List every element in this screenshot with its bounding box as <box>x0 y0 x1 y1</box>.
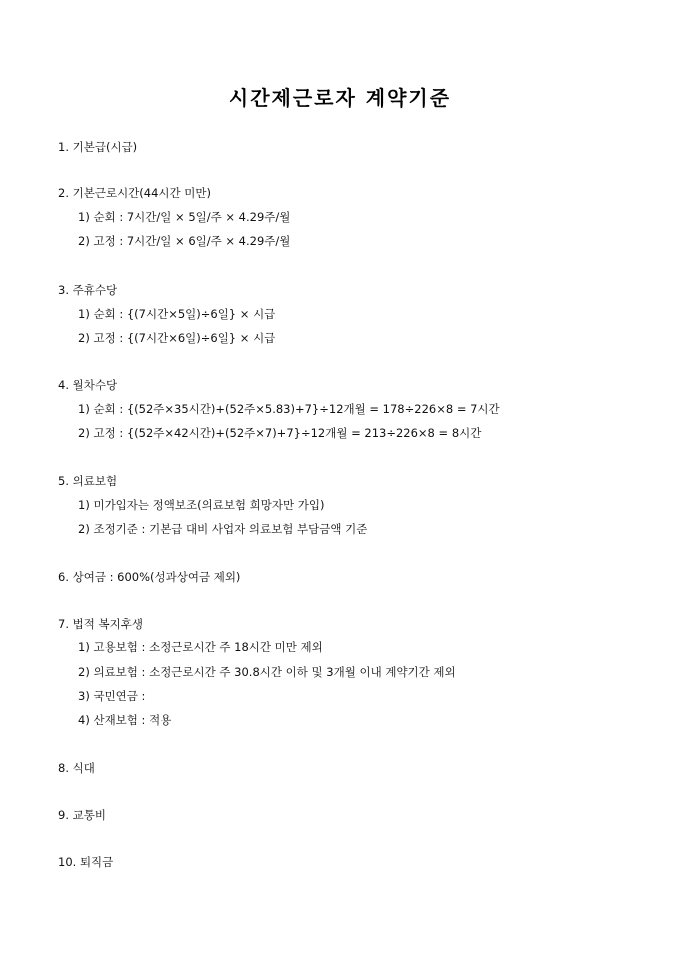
section-item: 1) 순회 : {(52주×35시간)+(52주×5.83)+7}÷12개월 = 178÷226×8 = 7시간 <box>78 402 500 416</box>
section-item: 2) 고정 : {(52주×42시간)+(52주×7)+7}÷12개월 = 213÷226×8 = 8시간 <box>78 426 482 440</box>
section-heading: 4. 월차수당 <box>58 378 118 392</box>
section-item: 3) 국민연금 : <box>78 689 146 703</box>
section-item: 1) 미가입자는 정액보조(의료보험 희망자만 가입) <box>78 498 325 512</box>
section-item: 1) 순회 : 7시간/일 × 5일/주 × 4.29주/월 <box>78 210 291 224</box>
section-item: 2) 고정 : {(7시간×6일)÷6일} × 시급 <box>78 331 276 345</box>
section-heading: 3. 주휴수당 <box>58 283 118 297</box>
section-heading: 10. 퇴직금 <box>58 855 114 869</box>
section-heading: 1. 기본급(시급) <box>58 140 138 154</box>
section-heading: 5. 의료보험 <box>58 474 118 488</box>
section-item: 1) 고용보험 : 소정근로시간 주 18시간 미만 제외 <box>78 640 323 654</box>
section-heading: 9. 교통비 <box>58 808 106 822</box>
section-item: 4) 산재보험 : 적용 <box>78 713 172 727</box>
section-heading: 7. 법적 복지후생 <box>58 617 143 631</box>
section-item: 2) 조정기준 : 기본급 대비 사업자 의료보험 부담금액 기준 <box>78 522 368 536</box>
section-item: 2) 의료보험 : 소정근로시간 주 30.8시간 이하 및 3개월 이내 계약기간 제외 <box>78 665 456 679</box>
section-heading: 2. 기본근로시간(44시간 미만) <box>58 186 211 200</box>
document-title: 시간제근로자 계약기준 <box>228 86 452 110</box>
section-heading: 8. 식대 <box>58 761 95 775</box>
section-item: 1) 순회 : {(7시간×5일)÷6일} × 시급 <box>78 307 276 321</box>
section-heading: 6. 상여금 : 600%(성과상여금 제외) <box>58 570 241 584</box>
section-item: 2) 고정 : 7시간/일 × 6일/주 × 4.29주/월 <box>78 234 291 248</box>
